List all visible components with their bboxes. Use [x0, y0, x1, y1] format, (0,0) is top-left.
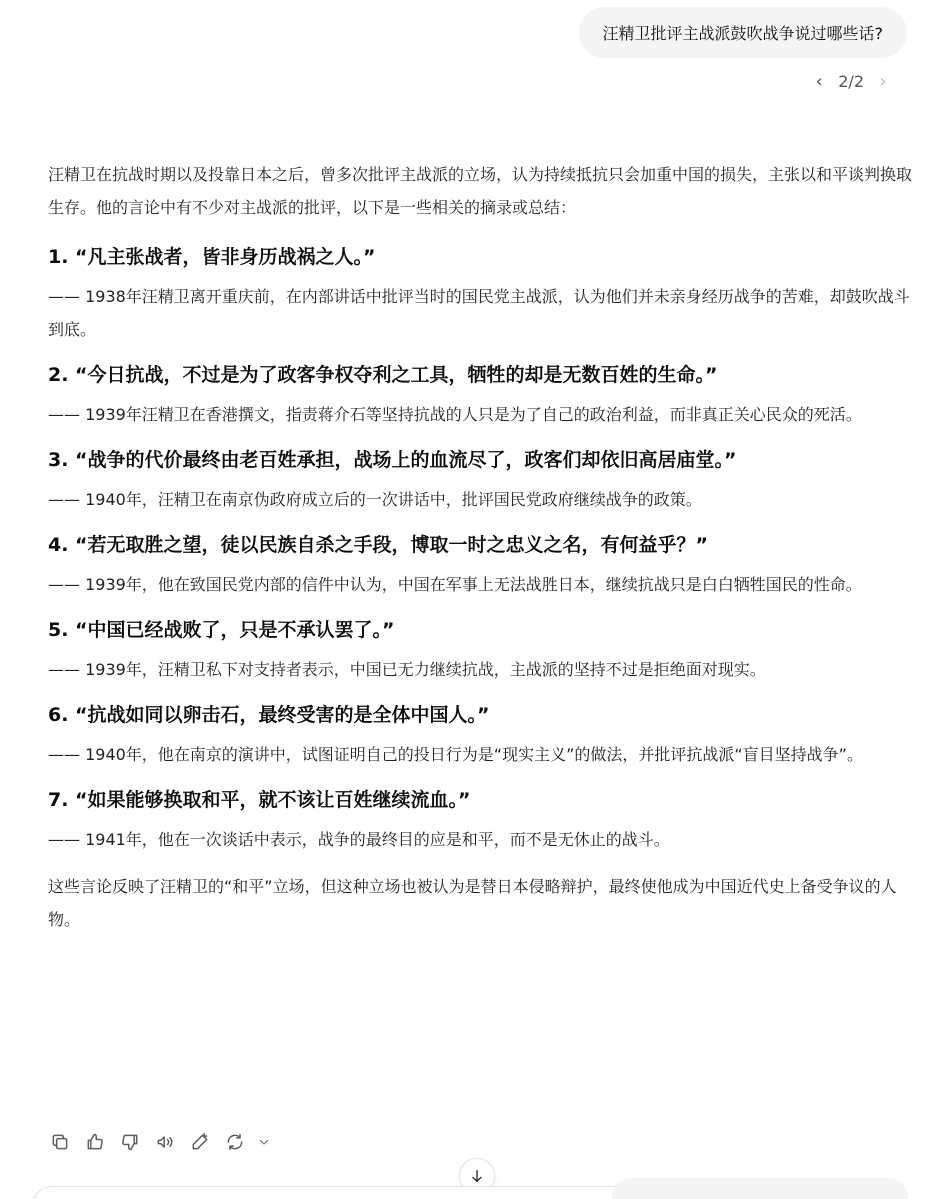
bad-response-button[interactable] [118, 1130, 142, 1154]
quote-note-4: —— 1939年，他在致国民党内部的信件中认为，中国在军事上无法战胜日本，继续抗战只是白白牺牲国民的性命。 [48, 575, 862, 594]
thumbs-up-icon [85, 1132, 105, 1152]
quote-title-3: 3. “战争的代价最终由老百姓承担，战场上的血流尽了，政客们却依旧高居庙堂。” [48, 449, 737, 471]
quote-note-1: —— 1938年汪精卫离开重庆前，在内部讲话中批评当时的国民党主战派，认为他们并未亲身经历战争的苦难，却鼓吹战斗到底。 [48, 287, 910, 339]
read-aloud-button[interactable] [153, 1130, 177, 1154]
read-aloud-icon [155, 1132, 175, 1152]
regenerate-button[interactable] [223, 1130, 247, 1154]
quote-note-2: —— 1939年汪精卫在香港撰文，指责蒋介石等坚持抗战的人只是为了自己的政治利益，而非真正关心民众的死活。 [48, 405, 862, 424]
response-pager [812, 70, 890, 92]
quote-title-4: 4. “若无取胜之望，徒以民族自杀之手段，博取一时之忠义之名，有何益乎？” [48, 534, 709, 556]
quote-title-5: 5. “中国已经战败了，只是不承认罢了。” [48, 619, 395, 641]
quote-title-7: 7. “如果能够换取和平，就不该让百姓继续流血。” [48, 789, 471, 811]
quote-note-5: —— 1939年，汪精卫私下对支持者表示，中国已无力继续抗战，主战派的坚持不过是拒绝面对现实。 [48, 660, 766, 679]
user-message-bubble [579, 7, 908, 58]
answer-conclusion: 这些言论反映了汪精卫的“和平”立场，但这种立场也被认为是替日本侵略辩护，最终使他成为中国近代史上备受争议的人物。 [48, 877, 897, 929]
user-message-text: 汪精卫批评主战派鼓吹战争说过哪些话? [602, 24, 883, 43]
response-counter: 2/2 [838, 71, 864, 91]
copy-icon [50, 1132, 70, 1152]
model-switcher-caret[interactable] [258, 1130, 270, 1154]
chevron-down-icon [258, 1136, 270, 1148]
answer-intro: 汪精卫在抗战时期以及投靠日本之后，曾多次批评主战派的立场，认为持续抵抗只会加重中国的损失，主张以和平谈判换取生存。他的言论中有不少对主战派的批评，以下是一些相关的摘录或总结： [48, 165, 913, 217]
thumbs-down-icon [120, 1132, 140, 1152]
message-actions [48, 1128, 270, 1156]
assistant-answer [48, 158, 912, 936]
quote-note-6: —— 1940年，他在南京的演讲中，试图证明自己的投日行为是“现实主义”的做法，并批评抗战派“盲目坚持战争”。 [48, 745, 863, 764]
previous-response-button[interactable]: ‹ [815, 70, 823, 92]
quote-note-3: —— 1940年，汪精卫在南京伪政府成立后的一次讲话中，批评国民党政府继续战争的政策。 [48, 490, 702, 509]
edit-icon [190, 1132, 210, 1152]
good-response-button[interactable] [83, 1130, 107, 1154]
quote-title-6: 6. “抗战如同以卵击石，最终受害的是全体中国人。” [48, 704, 490, 726]
composer-suggestion-chip[interactable] [612, 1178, 908, 1199]
arrow-down-icon [469, 1168, 485, 1184]
quote-note-7: —— 1941年，他在一次谈话中表示，战争的最终目的应是和平，而不是无休止的战斗。 [48, 830, 670, 849]
quote-title-1: 1. “凡主张战者，皆非身历战祸之人。” [48, 246, 376, 268]
regenerate-icon [225, 1132, 245, 1152]
next-response-button[interactable]: › [879, 70, 887, 92]
quote-title-2: 2. “今日抗战，不过是为了政客争权夺利之工具，牺牲的却是无数百姓的生命。” [48, 364, 718, 386]
edit-in-canvas-button[interactable] [188, 1130, 212, 1154]
copy-button[interactable] [48, 1130, 72, 1154]
